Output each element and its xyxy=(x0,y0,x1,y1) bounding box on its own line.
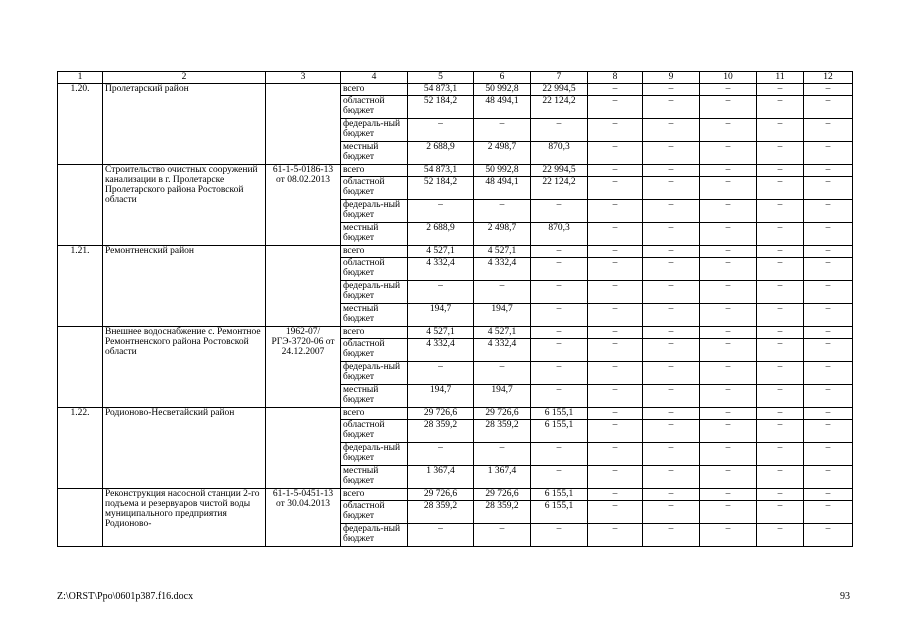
group-name: Ремонтненский район xyxy=(103,246,266,327)
empty-dash-cell: – xyxy=(804,142,853,165)
empty-dash-cell: – xyxy=(643,443,700,466)
amount-cell-c6: 194,7 xyxy=(474,385,531,408)
funding-type: всего xyxy=(341,327,408,339)
empty-dash-cell: – xyxy=(757,84,804,96)
empty-dash-cell: – xyxy=(588,258,643,281)
amount-cell-c6: – xyxy=(474,524,531,547)
empty-dash-cell: – xyxy=(643,84,700,96)
empty-dash-cell: – xyxy=(757,362,804,385)
empty-dash-cell: – xyxy=(804,281,853,304)
funding-type: областной бюджет xyxy=(341,258,408,281)
group-name: Реконструкция насосной станции 2-го подъема и резервуаров чистой воды муниципального предприятия Родионово- xyxy=(103,489,266,547)
amount-cell-c6: 2 498,7 xyxy=(474,223,531,246)
header-cell: 1 xyxy=(58,72,103,84)
amount-cell-c5: – xyxy=(408,119,474,142)
empty-dash-cell: – xyxy=(643,246,700,258)
amount-cell-c6: – xyxy=(474,119,531,142)
empty-dash-cell: – xyxy=(804,165,853,177)
header-cell: 4 xyxy=(341,72,408,84)
empty-dash-cell: – xyxy=(757,223,804,246)
amount-cell-c7: 870,3 xyxy=(531,142,588,165)
empty-dash-cell: – xyxy=(804,200,853,223)
amount-cell-c6: 4 332,4 xyxy=(474,339,531,362)
funding-type: областной бюджет xyxy=(341,339,408,362)
amount-cell-c5: 1 367,4 xyxy=(408,466,474,489)
amount-cell-c7: – xyxy=(531,281,588,304)
funding-type: федераль-ный бюджет xyxy=(341,524,408,547)
header-cell: 8 xyxy=(588,72,643,84)
empty-dash-cell: – xyxy=(700,466,757,489)
funding-type: федераль-ный бюджет xyxy=(341,281,408,304)
amount-cell-c7: 22 124,2 xyxy=(531,177,588,200)
empty-dash-cell: – xyxy=(700,84,757,96)
table-row xyxy=(58,489,853,501)
empty-dash-cell: – xyxy=(804,420,853,443)
empty-dash-cell: – xyxy=(588,408,643,420)
amount-cell-c7: – xyxy=(531,327,588,339)
empty-dash-cell: – xyxy=(643,524,700,547)
group-number xyxy=(58,165,103,246)
empty-dash-cell: – xyxy=(804,385,853,408)
empty-dash-cell: – xyxy=(588,246,643,258)
empty-dash-cell: – xyxy=(643,165,700,177)
empty-dash-cell: – xyxy=(757,119,804,142)
header-cell: 10 xyxy=(700,72,757,84)
empty-dash-cell: – xyxy=(757,327,804,339)
group-name: Родионово-Несветайский район xyxy=(103,408,266,489)
empty-dash-cell: – xyxy=(757,177,804,200)
empty-dash-cell: – xyxy=(700,362,757,385)
group-code xyxy=(266,408,341,489)
amount-cell-c6: 194,7 xyxy=(474,304,531,327)
funding-type: всего xyxy=(341,489,408,501)
amount-cell-c5: – xyxy=(408,524,474,547)
amount-cell-c6: 1 367,4 xyxy=(474,466,531,489)
funding-type: федераль-ный бюджет xyxy=(341,362,408,385)
empty-dash-cell: – xyxy=(643,501,700,524)
empty-dash-cell: – xyxy=(757,501,804,524)
amount-cell-c5: 52 184,2 xyxy=(408,96,474,119)
empty-dash-cell: – xyxy=(588,304,643,327)
empty-dash-cell: – xyxy=(804,96,853,119)
empty-dash-cell: – xyxy=(804,443,853,466)
empty-dash-cell: – xyxy=(588,362,643,385)
table-row xyxy=(58,327,853,339)
budget-table xyxy=(57,71,853,547)
amount-cell-c5: 194,7 xyxy=(408,304,474,327)
empty-dash-cell: – xyxy=(804,177,853,200)
amount-cell-c6: – xyxy=(474,443,531,466)
empty-dash-cell: – xyxy=(700,142,757,165)
group-number xyxy=(58,327,103,408)
empty-dash-cell: – xyxy=(588,177,643,200)
empty-dash-cell: – xyxy=(700,165,757,177)
amount-cell-c5: 4 332,4 xyxy=(408,258,474,281)
group-number xyxy=(58,489,103,547)
table-row xyxy=(58,246,853,258)
group-code xyxy=(266,84,341,165)
empty-dash-cell: – xyxy=(643,142,700,165)
amount-cell-c6: 50 992,8 xyxy=(474,165,531,177)
empty-dash-cell: – xyxy=(757,281,804,304)
empty-dash-cell: – xyxy=(804,362,853,385)
amount-cell-c6: 28 359,2 xyxy=(474,501,531,524)
empty-dash-cell: – xyxy=(700,96,757,119)
amount-cell-c5: 4 332,4 xyxy=(408,339,474,362)
group-name: Строительство очистных сооружений канализации в г. Пролетарске Пролетарского района Ростовской области xyxy=(103,165,266,246)
empty-dash-cell: – xyxy=(588,327,643,339)
funding-type: областной бюджет xyxy=(341,501,408,524)
empty-dash-cell: – xyxy=(643,200,700,223)
funding-type: всего xyxy=(341,246,408,258)
amount-cell-c7: 6 155,1 xyxy=(531,408,588,420)
group-code: 61-1-5-0186-13 от 08.02.2013 xyxy=(266,165,341,246)
empty-dash-cell: – xyxy=(757,420,804,443)
amount-cell-c5: 28 359,2 xyxy=(408,420,474,443)
empty-dash-cell: – xyxy=(757,246,804,258)
empty-dash-cell: – xyxy=(700,339,757,362)
table-row xyxy=(58,84,853,96)
empty-dash-cell: – xyxy=(757,96,804,119)
amount-cell-c7: 22 994,5 xyxy=(531,84,588,96)
empty-dash-cell: – xyxy=(804,119,853,142)
funding-type: местный бюджет xyxy=(341,142,408,165)
amount-cell-c5: 2 688,9 xyxy=(408,223,474,246)
empty-dash-cell: – xyxy=(643,119,700,142)
empty-dash-cell: – xyxy=(700,327,757,339)
empty-dash-cell: – xyxy=(700,420,757,443)
amount-cell-c6: 48 494,1 xyxy=(474,177,531,200)
empty-dash-cell: – xyxy=(700,177,757,200)
empty-dash-cell: – xyxy=(804,304,853,327)
amount-cell-c5: – xyxy=(408,443,474,466)
empty-dash-cell: – xyxy=(643,96,700,119)
amount-cell-c6: 50 992,8 xyxy=(474,84,531,96)
funding-type: всего xyxy=(341,165,408,177)
amount-cell-c6: 28 359,2 xyxy=(474,420,531,443)
funding-type: местный бюджет xyxy=(341,223,408,246)
empty-dash-cell: – xyxy=(588,524,643,547)
empty-dash-cell: – xyxy=(588,489,643,501)
amount-cell-c6: – xyxy=(474,200,531,223)
amount-cell-c7: 22 124,2 xyxy=(531,96,588,119)
header-cell: 9 xyxy=(643,72,700,84)
empty-dash-cell: – xyxy=(700,489,757,501)
empty-dash-cell: – xyxy=(588,420,643,443)
header-row xyxy=(58,72,853,84)
amount-cell-c7: – xyxy=(531,246,588,258)
amount-cell-c7: – xyxy=(531,339,588,362)
group-number: 1.21. xyxy=(58,246,103,327)
header-cell: 2 xyxy=(103,72,266,84)
empty-dash-cell: – xyxy=(588,443,643,466)
empty-dash-cell: – xyxy=(700,246,757,258)
funding-type: местный бюджет xyxy=(341,466,408,489)
table-row xyxy=(58,165,853,177)
empty-dash-cell: – xyxy=(804,223,853,246)
empty-dash-cell: – xyxy=(588,339,643,362)
empty-dash-cell: – xyxy=(588,223,643,246)
amount-cell-c7: – xyxy=(531,304,588,327)
amount-cell-c5: 4 527,1 xyxy=(408,246,474,258)
amount-cell-c6: 48 494,1 xyxy=(474,96,531,119)
empty-dash-cell: – xyxy=(757,142,804,165)
amount-cell-c5: 4 527,1 xyxy=(408,327,474,339)
empty-dash-cell: – xyxy=(757,165,804,177)
empty-dash-cell: – xyxy=(757,443,804,466)
funding-type: областной бюджет xyxy=(341,96,408,119)
empty-dash-cell: – xyxy=(757,200,804,223)
empty-dash-cell: – xyxy=(700,524,757,547)
empty-dash-cell: – xyxy=(757,339,804,362)
empty-dash-cell: – xyxy=(588,119,643,142)
amount-cell-c5: 29 726,6 xyxy=(408,408,474,420)
empty-dash-cell: – xyxy=(804,466,853,489)
amount-cell-c7: 22 994,5 xyxy=(531,165,588,177)
empty-dash-cell: – xyxy=(804,258,853,281)
amount-cell-c7: 6 155,1 xyxy=(531,501,588,524)
empty-dash-cell: – xyxy=(588,281,643,304)
empty-dash-cell: – xyxy=(643,408,700,420)
amount-cell-c5: 2 688,9 xyxy=(408,142,474,165)
header-cell: 6 xyxy=(474,72,531,84)
empty-dash-cell: – xyxy=(588,466,643,489)
amount-cell-c7: – xyxy=(531,385,588,408)
empty-dash-cell: – xyxy=(643,304,700,327)
empty-dash-cell: – xyxy=(588,165,643,177)
amount-cell-c7: – xyxy=(531,362,588,385)
empty-dash-cell: – xyxy=(643,327,700,339)
amount-cell-c5: 54 873,1 xyxy=(408,165,474,177)
empty-dash-cell: – xyxy=(757,304,804,327)
empty-dash-cell: – xyxy=(700,443,757,466)
funding-type: всего xyxy=(341,408,408,420)
empty-dash-cell: – xyxy=(643,362,700,385)
amount-cell-c5: – xyxy=(408,200,474,223)
amount-cell-c6: 29 726,6 xyxy=(474,489,531,501)
funding-type: местный бюджет xyxy=(341,304,408,327)
empty-dash-cell: – xyxy=(757,524,804,547)
empty-dash-cell: – xyxy=(757,408,804,420)
group-code: 1962-07/РГЭ-3720-06 от 24.12.2007 xyxy=(266,327,341,408)
footer-file-path: Z:\ORST\Ppo\0601p387.f16.docx xyxy=(57,591,194,602)
funding-type: федераль-ный бюджет xyxy=(341,200,408,223)
header-cell: 3 xyxy=(266,72,341,84)
header-cell: 7 xyxy=(531,72,588,84)
empty-dash-cell: – xyxy=(700,119,757,142)
empty-dash-cell: – xyxy=(757,466,804,489)
empty-dash-cell: – xyxy=(804,489,853,501)
empty-dash-cell: – xyxy=(700,200,757,223)
empty-dash-cell: – xyxy=(643,258,700,281)
empty-dash-cell: – xyxy=(804,84,853,96)
empty-dash-cell: – xyxy=(757,489,804,501)
funding-type: федераль-ный бюджет xyxy=(341,443,408,466)
amount-cell-c6: – xyxy=(474,281,531,304)
empty-dash-cell: – xyxy=(643,177,700,200)
amount-cell-c7: – xyxy=(531,200,588,223)
empty-dash-cell: – xyxy=(588,501,643,524)
empty-dash-cell: – xyxy=(757,385,804,408)
amount-cell-c5: 194,7 xyxy=(408,385,474,408)
header-cell: 5 xyxy=(408,72,474,84)
empty-dash-cell: – xyxy=(757,258,804,281)
amount-cell-c6: 4 332,4 xyxy=(474,258,531,281)
empty-dash-cell: – xyxy=(700,385,757,408)
funding-type: областной бюджет xyxy=(341,420,408,443)
amount-cell-c5: 54 873,1 xyxy=(408,84,474,96)
empty-dash-cell: – xyxy=(700,501,757,524)
amount-cell-c5: 29 726,6 xyxy=(408,489,474,501)
header-cell: 11 xyxy=(757,72,804,84)
amount-cell-c7: – xyxy=(531,258,588,281)
empty-dash-cell: – xyxy=(700,223,757,246)
group-code xyxy=(266,246,341,327)
amount-cell-c7: 6 155,1 xyxy=(531,420,588,443)
amount-cell-c7: – xyxy=(531,443,588,466)
empty-dash-cell: – xyxy=(588,84,643,96)
empty-dash-cell: – xyxy=(643,281,700,304)
amount-cell-c7: 6 155,1 xyxy=(531,489,588,501)
amount-cell-c6: 4 527,1 xyxy=(474,246,531,258)
group-number: 1.22. xyxy=(58,408,103,489)
amount-cell-c5: 28 359,2 xyxy=(408,501,474,524)
empty-dash-cell: – xyxy=(588,96,643,119)
empty-dash-cell: – xyxy=(804,524,853,547)
empty-dash-cell: – xyxy=(700,304,757,327)
empty-dash-cell: – xyxy=(588,200,643,223)
table-row xyxy=(58,408,853,420)
funding-type: местный бюджет xyxy=(341,385,408,408)
amount-cell-c7: 870,3 xyxy=(531,223,588,246)
amount-cell-c5: – xyxy=(408,362,474,385)
empty-dash-cell: – xyxy=(588,385,643,408)
footer-page-number: 93 xyxy=(840,591,850,602)
group-name: Пролетарский район xyxy=(103,84,266,165)
empty-dash-cell: – xyxy=(804,501,853,524)
group-name: Внешнее водоснабжение с. Ремонтное Ремонтненского района Ростовской области xyxy=(103,327,266,408)
empty-dash-cell: – xyxy=(643,339,700,362)
empty-dash-cell: – xyxy=(804,408,853,420)
empty-dash-cell: – xyxy=(804,339,853,362)
empty-dash-cell: – xyxy=(643,489,700,501)
group-code: 61-1-5-0451-13 от 30.04.2013 xyxy=(266,489,341,547)
table-body xyxy=(58,72,853,547)
empty-dash-cell: – xyxy=(700,408,757,420)
empty-dash-cell: – xyxy=(588,142,643,165)
amount-cell-c5: 52 184,2 xyxy=(408,177,474,200)
empty-dash-cell: – xyxy=(804,327,853,339)
amount-cell-c6: 2 498,7 xyxy=(474,142,531,165)
empty-dash-cell: – xyxy=(643,223,700,246)
empty-dash-cell: – xyxy=(804,246,853,258)
amount-cell-c6: 29 726,6 xyxy=(474,408,531,420)
funding-type: областной бюджет xyxy=(341,177,408,200)
empty-dash-cell: – xyxy=(700,281,757,304)
header-cell: 12 xyxy=(804,72,853,84)
amount-cell-c6: – xyxy=(474,362,531,385)
funding-type: всего xyxy=(341,84,408,96)
empty-dash-cell: – xyxy=(643,385,700,408)
empty-dash-cell: – xyxy=(643,420,700,443)
amount-cell-c6: 4 527,1 xyxy=(474,327,531,339)
group-number: 1.20. xyxy=(58,84,103,165)
amount-cell-c7: – xyxy=(531,524,588,547)
empty-dash-cell: – xyxy=(643,466,700,489)
empty-dash-cell: – xyxy=(700,258,757,281)
amount-cell-c5: – xyxy=(408,281,474,304)
funding-type: федераль-ный бюджет xyxy=(341,119,408,142)
amount-cell-c7: – xyxy=(531,466,588,489)
amount-cell-c7: – xyxy=(531,119,588,142)
